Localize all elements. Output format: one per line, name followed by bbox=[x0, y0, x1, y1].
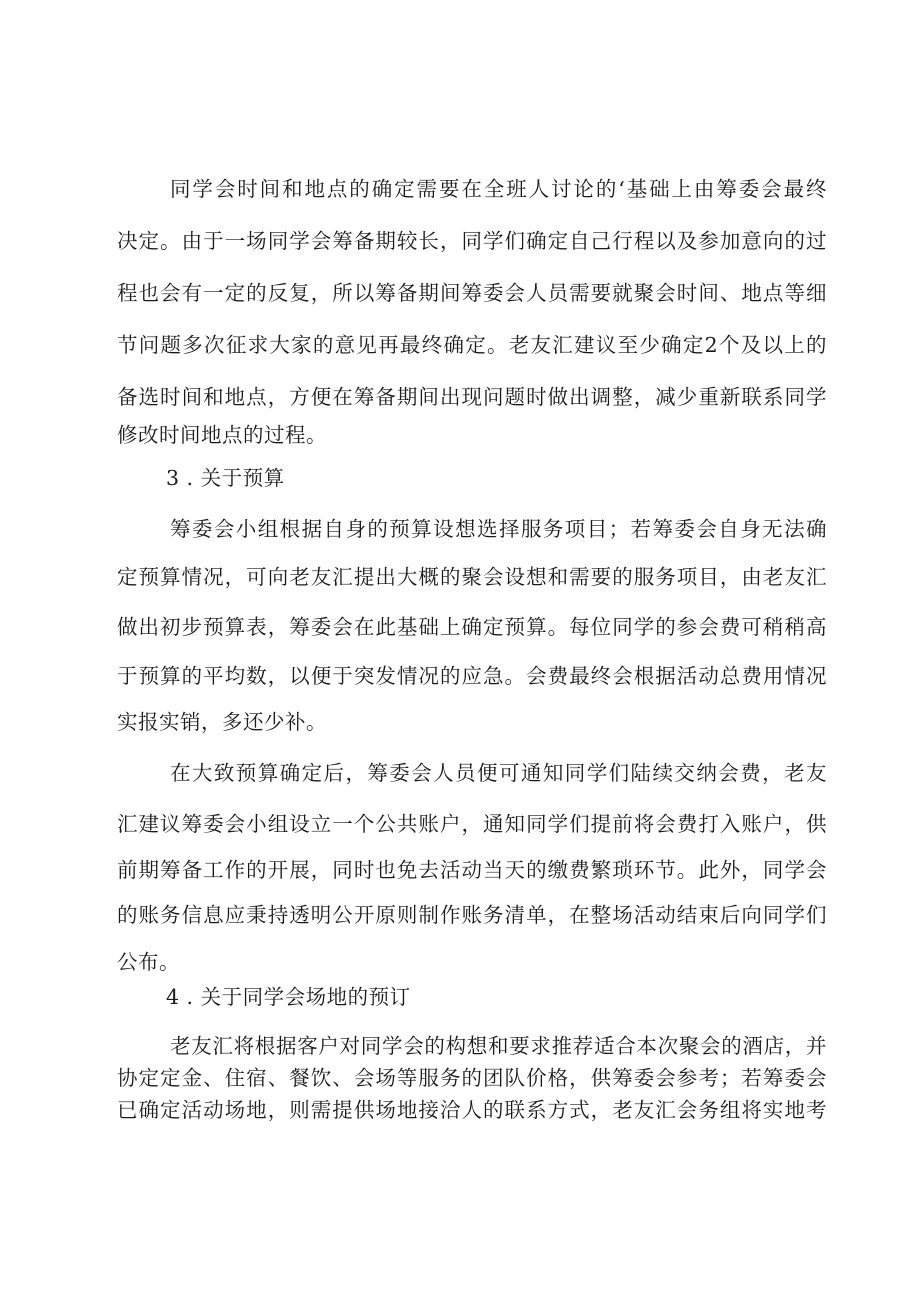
paragraph-line: 定预算情况，可向老友汇提出大概的聚会设想和需要的服务项目，由老友汇 bbox=[117, 565, 827, 589]
paragraph-line: 节问题多次征求大家的意见再最终确定。老友汇建议至少确定2个及以上的 bbox=[117, 333, 827, 357]
paragraph-line: 协定定金、住宿、餐饮、会场等服务的团队价格，供筹委会参考；若筹委会 bbox=[117, 1066, 827, 1090]
paragraph-line: 决定。由于一场同学会筹备期较长，同学们确定自己行程以及参加意向的过 bbox=[117, 229, 827, 253]
paragraph-line: 已确定活动场地，则需提供场地接洽人的联系方式，老友汇会务组将实地考 bbox=[117, 1098, 827, 1122]
paragraph-line: 做出初步预算表，筹委会在此基础上确定预算。每位同学的参会费可稍稍高 bbox=[117, 615, 827, 639]
section-heading: 4 . 关于同学会场地的预订 bbox=[166, 985, 411, 1009]
paragraph-line: 公布。 bbox=[117, 950, 180, 974]
paragraph-line: 老友汇将根据客户对同学会的构想和要求推荐适合本次聚会的酒店，并 bbox=[170, 1034, 827, 1058]
paragraph-line: 同学会时间和地点的确定需要在全班人讨论的‘基础上由筹委会最终 bbox=[170, 177, 827, 201]
paragraph-line: 修改时间地点的过程。 bbox=[117, 423, 327, 447]
paragraph-line: 实报实销，多还少补。 bbox=[117, 710, 327, 734]
section-heading: 3 . 关于预算 bbox=[166, 466, 285, 490]
paragraph-line: 前期筹备工作的开展，同时也免去活动当天的缴费繁琐环节。此外，同学会 bbox=[117, 858, 827, 882]
paragraph-line: 汇建议筹委会小组设立一个公共账户，通知同学们提前将会费打入账户，供 bbox=[117, 812, 827, 836]
paragraph-line: 的账务信息应秉持透明公开原则制作账务清单，在整场活动结束后向同学们 bbox=[117, 903, 827, 927]
paragraph-line: 筹委会小组根据自身的预算设想选择服务项目；若筹委会自身无法确 bbox=[170, 517, 827, 541]
paragraph-line: 程也会有一定的反复，所以筹备期间筹委会人员需要就聚会时间、地点等细 bbox=[117, 281, 827, 305]
paragraph-line: 于预算的平均数，以便于突发情况的应急。会费最终会根据活动总费用情况 bbox=[117, 664, 827, 688]
paragraph-line: 备选时间和地点，方便在筹备期间出现问题时做出调整，减少重新联系同学 bbox=[117, 385, 827, 409]
paragraph-line: 在大致预算确定后，筹委会人员便可通知同学们陆续交纳会费，老友 bbox=[170, 761, 827, 785]
